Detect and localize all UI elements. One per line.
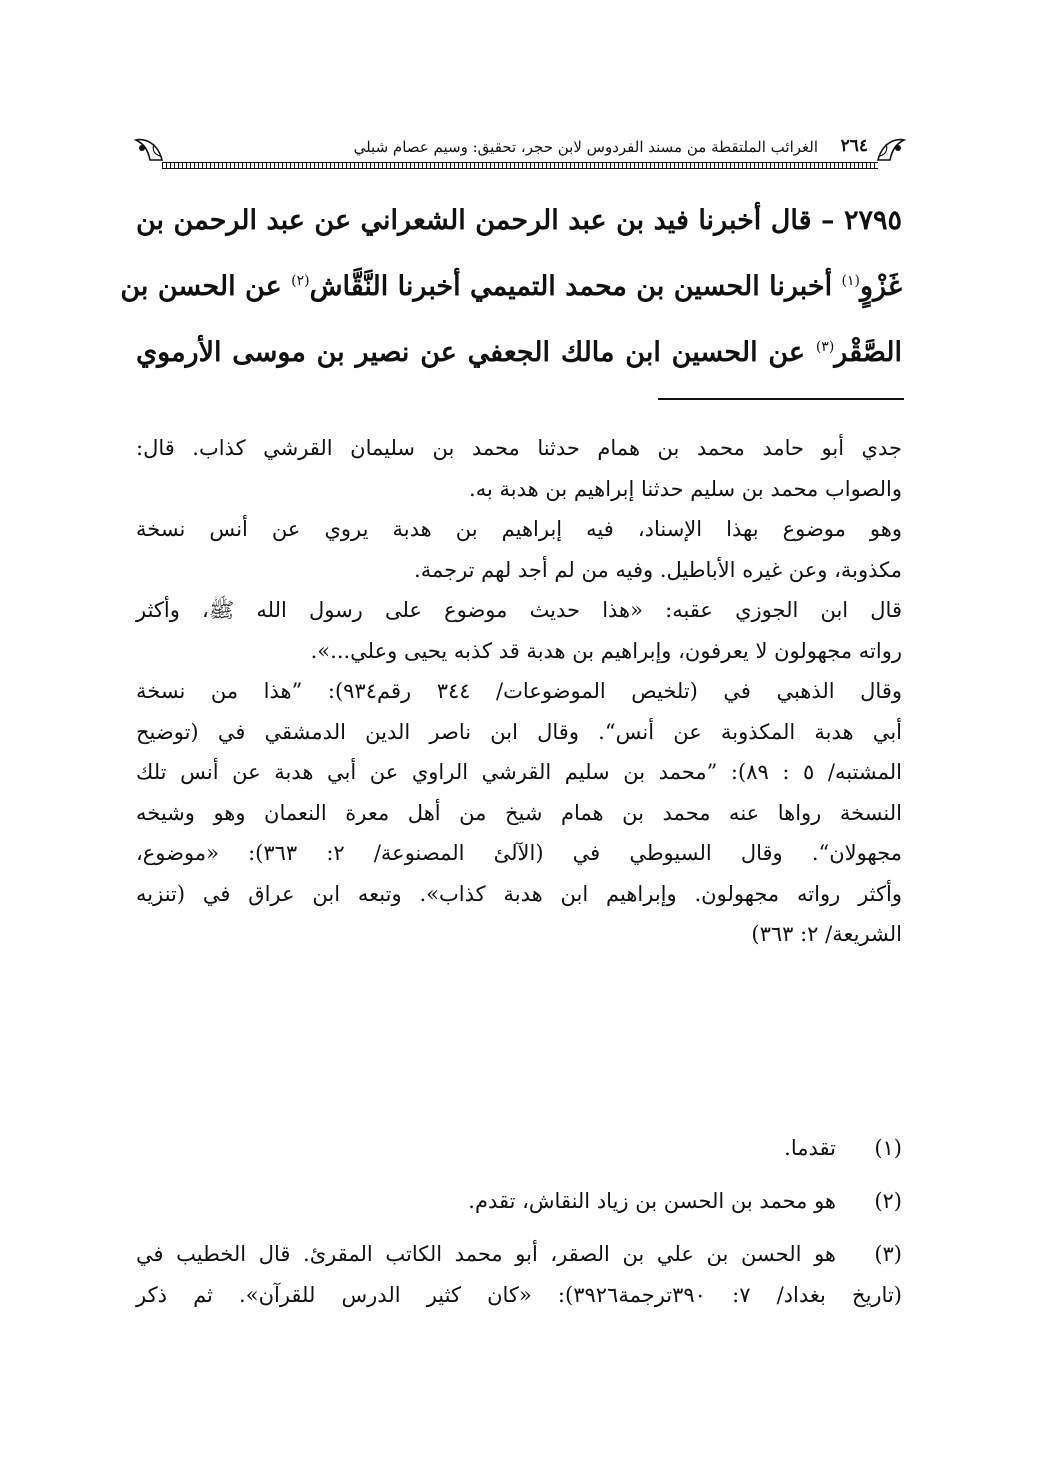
commentary-line: وأكثر رواته مجهولون. وإبراهيم ابن هدبة كذاب». وتبعه ابن عراق في (تنزيه xyxy=(136,881,902,906)
commentary-line: وهو موضوع بهذا الإسناد، فيه إبراهيم بن هدبة يروي عن أنس نسخة xyxy=(136,517,902,541)
commentary-line: أبي هدبة المكذوبة عن أنس“. وقال ابن ناصر الدين الدمشقي في (توضيح xyxy=(136,719,902,744)
commentary-line: قال ابن الجوزي عقبه: «هذا حديث موضوع على رسول الله ﷺ، وأكثر xyxy=(136,598,902,622)
footnote-item xyxy=(136,1128,902,1169)
hadith-line xyxy=(136,320,902,386)
header-rule xyxy=(162,162,878,169)
footnote-ref: (٣) xyxy=(815,339,835,355)
footnote-text: تقدما. xyxy=(784,1136,836,1160)
floral-ornament-icon xyxy=(132,134,166,164)
hadith-text xyxy=(120,188,902,386)
hadith-fragment: عن الحسين ابن مالك الجعفي عن نصير بن موسى الأرموي xyxy=(136,337,816,368)
hadith-fragment: عن الحسن بن xyxy=(120,271,292,302)
footnote-ref: (٢) xyxy=(291,273,310,289)
commentary-line: المشتبه/ ٥ : ٨٩): ”محمد بن سليم القرشي الراوي عن أبي هدبة عن أنس تلك xyxy=(136,760,902,784)
footnote-number: (٢) xyxy=(874,1189,902,1213)
running-title: الغرائب الملتقطة من مسند الفردوس لابن حجر، تحقيق: وسيم عصام شبلي xyxy=(353,138,818,156)
hadith-fragment: أخبرنا الحسين بن محمد التميمي أخبرنا النَّقَّاش xyxy=(309,271,842,302)
hadith-line: ٢٧٩٥ – قال أخبرنا فيد بن عبد الرحمن الشعراني عن عبد الرحمن بن xyxy=(136,205,902,236)
commentary-block xyxy=(136,428,902,955)
footnote-text-continued: (تاريخ بغداد/ ٧: ٣٩٠ترجمة٣٩٢٦): «كان كثير الدرس للقرآن». ثم ذكر xyxy=(136,1283,902,1307)
narrator-name: غَزْوٍ xyxy=(859,271,902,302)
commentary-line: والصواب محمد بن سليم حدثنا إبراهيم بن هدبة به. xyxy=(469,476,902,501)
footnote-item xyxy=(136,1181,902,1222)
running-header xyxy=(132,134,908,168)
commentary-line: جدي أبو حامد محمد بن همام حدثنا محمد بن سليمان القرشي كذاب. قال: xyxy=(136,436,902,460)
commentary-line: وقال الذهبي في (تلخيص الموضوعات/ ٣٤٤ رقم٩٣٤): ”هذا من نسخة xyxy=(136,679,902,703)
footnote-item xyxy=(136,1234,902,1316)
footnote-text: هو محمد بن الحسن بن زياد النقاش، تقدم. xyxy=(468,1189,836,1213)
commentary-line: الشريعة/ ٢: ٣٦٣) xyxy=(751,922,902,946)
page-number: ٢٦٤ xyxy=(840,136,868,156)
commentary-line: رواته مجهولون لا يعرفون، وإبراهيم بن هدبة قد كذبه يحيى وعلي...». xyxy=(310,638,902,663)
floral-ornament-icon xyxy=(874,134,908,164)
commentary-line: مكذوبة، وعن غيره الأباطيل. وفيه من لم أجد لهم ترجمة. xyxy=(414,557,902,582)
footnote-separator xyxy=(658,398,904,400)
hadith-line xyxy=(120,254,902,320)
footnote-ref: (١) xyxy=(841,273,860,289)
commentary-line: مجهولان“. وقال السيوطي في (الآلئ المصنوعة/ ٢: ٣٦٣): «موضوع، xyxy=(136,841,902,865)
footnote-number: (٣) xyxy=(874,1242,902,1266)
narrator-name: الصَّقْر xyxy=(834,337,902,368)
footnote-number: (١) xyxy=(874,1136,902,1160)
commentary-line: النسخة رواها عنه محمد بن همام شيخ من أهل معرة النعمان وهو وشيخه xyxy=(136,800,902,825)
footnote-text: هو الحسن بن علي بن الصقر، أبو محمد الكاتب المقرئ. قال الخطيب في xyxy=(136,1242,836,1266)
footnotes xyxy=(136,1128,902,1316)
